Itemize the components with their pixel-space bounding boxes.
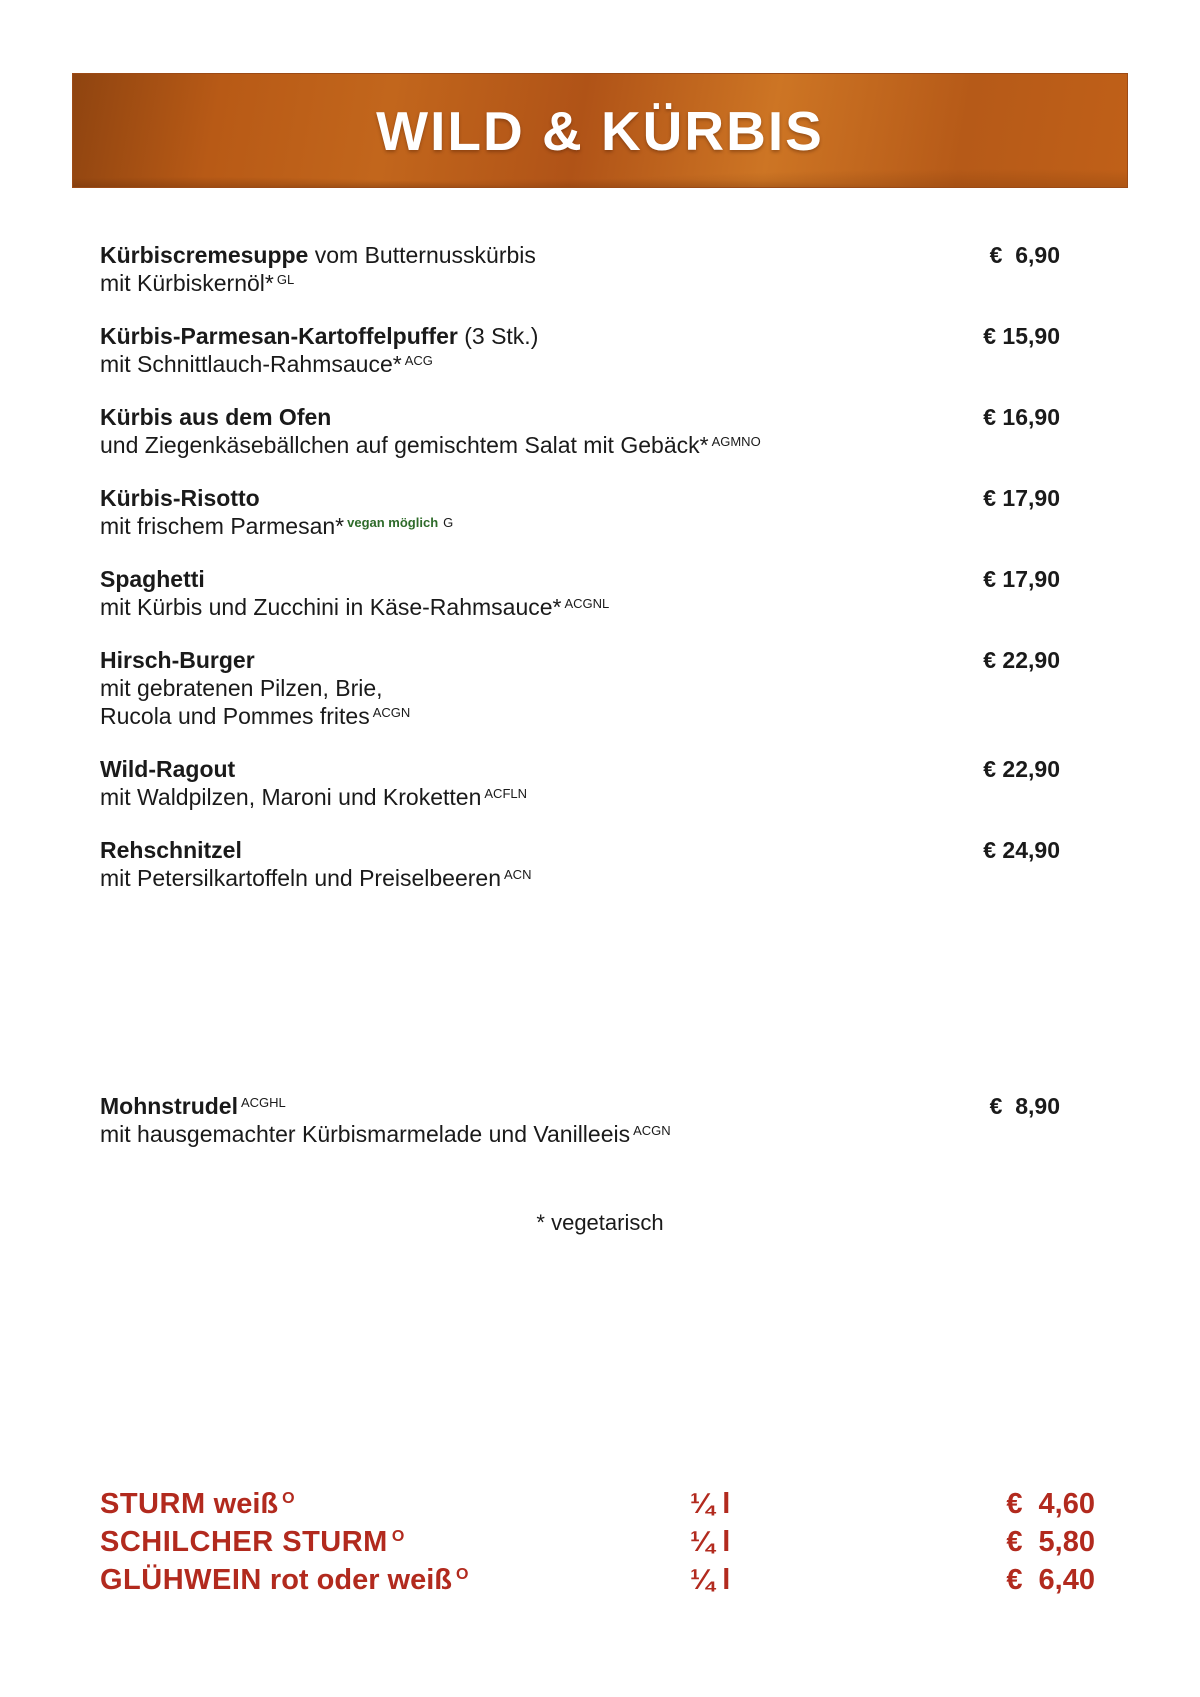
menu-item-row <box>100 241 1060 269</box>
item-price: € 22,90 <box>983 647 1060 673</box>
allergen-codes: AGMNO <box>711 434 761 449</box>
item-description-text: und Ziegenkäsebällchen auf gemischtem Salat mit Gebäck* <box>100 432 709 458</box>
drink-name <box>100 1523 690 1561</box>
vegan-possible-label: vegan möglich <box>347 515 439 530</box>
menu-item-row <box>100 1092 1060 1120</box>
item-name: Wild-Ragout <box>100 756 236 782</box>
item-description-line-1 <box>100 1120 1060 1148</box>
drink-name-variant: weiß <box>205 1488 279 1520</box>
menu-item <box>100 322 1060 378</box>
drink-name-variant: rot oder weiß <box>261 1564 453 1596</box>
item-description-line-1 <box>100 864 1060 892</box>
drinks-list <box>0 1485 1200 1599</box>
item-name-line <box>100 836 242 864</box>
allergen-codes: ACG <box>404 353 433 368</box>
item-description-line-1 <box>100 269 1060 297</box>
menu-item-row <box>100 484 1060 512</box>
menu-item <box>100 836 1060 892</box>
item-description-line-1 <box>100 674 1060 702</box>
item-name: Mohnstrudel <box>100 1093 238 1119</box>
item-name: Hirsch-Burger <box>100 647 255 673</box>
item-description-line-1 <box>100 593 1060 621</box>
drink-open-wine-marker: O <box>391 1528 405 1545</box>
item-description-text: mit Kürbiskernöl* <box>100 270 274 296</box>
item-description-text: mit Petersilkartoffeln und Preiselbeeren <box>100 865 502 891</box>
item-description-line-1 <box>100 512 1060 540</box>
drink-quantity: ¼ l <box>690 1526 731 1558</box>
item-description-line-2 <box>100 702 1060 730</box>
header-banner <box>72 73 1128 188</box>
menu-item <box>100 1092 1060 1148</box>
menu-list <box>0 241 1200 1173</box>
drink-name-main: STURM <box>100 1488 206 1520</box>
drink-row <box>100 1485 1095 1523</box>
drink-quantity: ¼ l <box>690 1488 731 1520</box>
drink-name-main: SCHILCHER STURM <box>100 1526 388 1558</box>
menu-item <box>100 241 1060 297</box>
item-price: € 16,90 <box>983 404 1060 430</box>
item-description-text: mit gebratenen Pilzen, Brie, <box>100 675 383 701</box>
item-description-text: mit frischem Parmesan* <box>100 513 345 539</box>
item-name: Kürbis aus dem Ofen <box>100 404 332 430</box>
page-title: WILD & KÜRBIS <box>376 99 824 162</box>
allergen-codes-2: ACGN <box>372 705 411 720</box>
item-name-line <box>100 646 255 674</box>
drink-quantity: ¼ l <box>690 1564 731 1596</box>
item-name: Spaghetti <box>100 566 205 592</box>
item-name: Kürbis-Parmesan-Kartoffelpuffer <box>100 323 458 349</box>
menu-item <box>100 484 1060 540</box>
allergen-codes: ACN <box>504 867 532 882</box>
item-name-suffix: (3 Stk.) <box>457 323 539 349</box>
item-description-text: mit Schnittlauch-Rahmsauce* <box>100 351 402 377</box>
drink-row <box>100 1523 1095 1561</box>
item-price: € 15,90 <box>983 323 1060 349</box>
menu-item <box>100 646 1060 730</box>
menu-item <box>100 755 1060 811</box>
item-name-suffix: vom Butternusskürbis <box>308 242 536 268</box>
item-description-line-1 <box>100 431 1060 459</box>
drink-price: € 6,40 <box>1006 1564 1095 1596</box>
item-price: € 24,90 <box>983 837 1060 863</box>
drink-open-wine-marker: O <box>282 1490 295 1507</box>
item-name-line <box>100 565 205 593</box>
item-description-text: mit Kürbis und Zucchini in Käse-Rahmsauce* <box>100 594 562 620</box>
menu-item-row <box>100 403 1060 431</box>
drink-price: € 5,80 <box>1006 1526 1095 1558</box>
menu-item-row <box>100 565 1060 593</box>
drink-row <box>100 1561 1095 1599</box>
item-name: Kürbis-Risotto <box>100 485 260 511</box>
item-name-line <box>100 755 235 783</box>
allergen-codes: GL <box>276 272 295 287</box>
item-description-text-2: Rucola und Pommes frites <box>100 703 370 729</box>
menu-item-row <box>100 836 1060 864</box>
drink-name <box>100 1561 690 1599</box>
allergen-codes: ACGN <box>633 1123 671 1138</box>
menu-item-row <box>100 755 1060 783</box>
item-price: € 17,90 <box>983 485 1060 511</box>
item-price: € 6,90 <box>989 242 1060 268</box>
item-description-line-1 <box>100 783 1060 811</box>
item-price: € 22,90 <box>983 756 1060 782</box>
item-name-line <box>100 403 331 431</box>
item-name: Kürbiscremesuppe <box>100 242 309 268</box>
item-price: € 17,90 <box>983 566 1060 592</box>
item-price: € 8,90 <box>989 1093 1060 1119</box>
item-name-allergen-codes: ACGHL <box>241 1095 286 1110</box>
allergen-codes: G <box>443 515 454 530</box>
item-name-line <box>100 1092 286 1120</box>
menu-item <box>100 565 1060 621</box>
item-description-text: mit hausgemachter Kürbismarmelade und Vanilleeis <box>100 1121 631 1147</box>
drink-name <box>100 1485 690 1523</box>
vegetarian-note: * vegetarisch <box>536 1210 664 1235</box>
allergen-codes: ACGNL <box>564 596 610 611</box>
menu-item-row <box>100 322 1060 350</box>
drink-price: € 4,60 <box>1006 1488 1095 1520</box>
item-name-line <box>100 484 260 512</box>
item-description-text: mit Waldpilzen, Maroni und Kroketten <box>100 784 482 810</box>
allergen-codes: ACFLN <box>484 786 528 801</box>
drink-name-main: GLÜHWEIN <box>100 1564 262 1596</box>
item-name: Rehschnitzel <box>100 837 242 863</box>
item-description-line-1 <box>100 350 1060 378</box>
item-name-line <box>100 322 538 350</box>
drink-open-wine-marker: O <box>456 1566 469 1583</box>
menu-item-row <box>100 646 1060 674</box>
item-name-line <box>100 241 536 269</box>
menu-item <box>100 403 1060 459</box>
